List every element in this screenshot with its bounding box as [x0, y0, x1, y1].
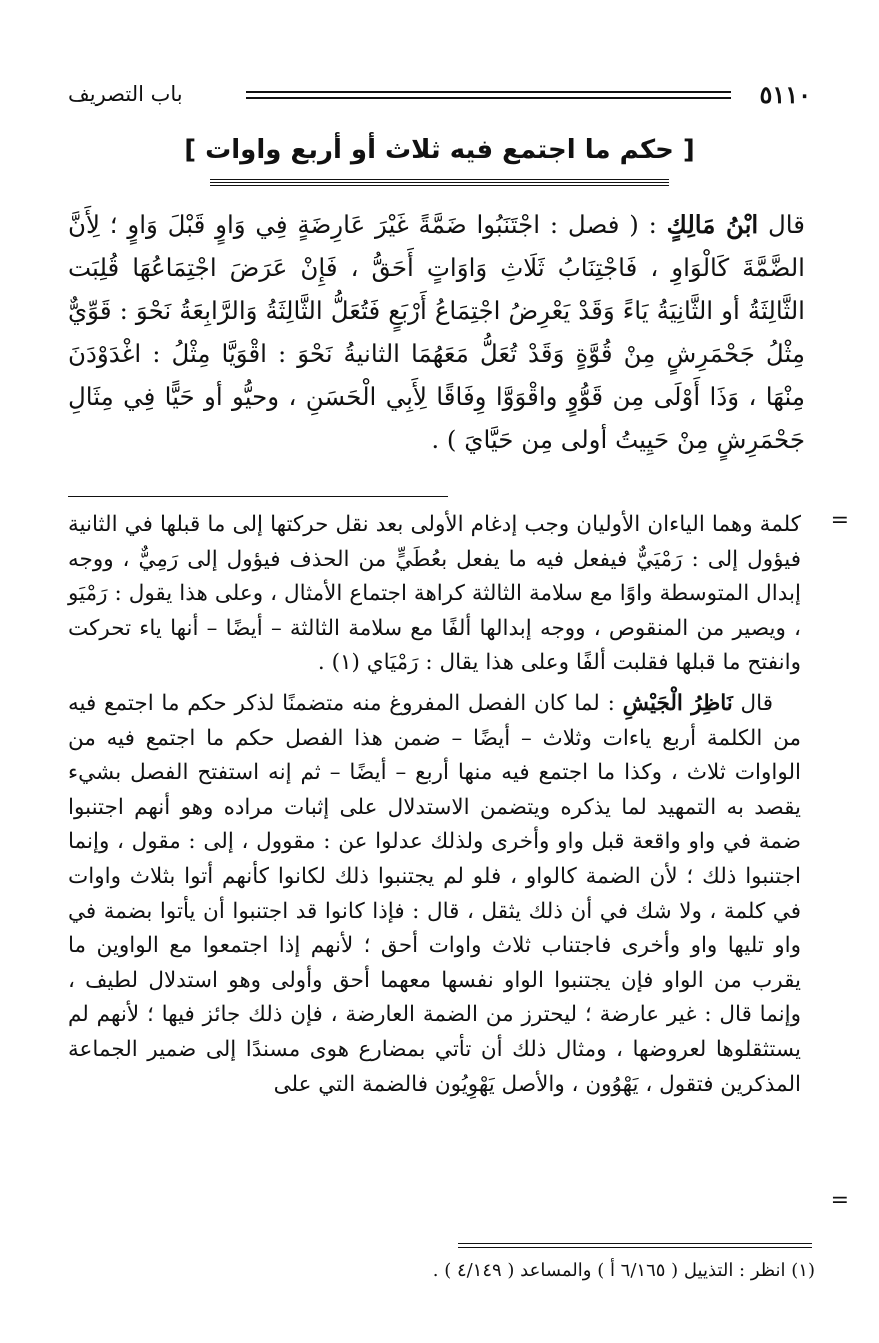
running-header — [68, 80, 811, 110]
speaker-nazir-al-jaysh: نَاظِرُ الْجَيْشِ — [622, 690, 733, 716]
commentary-p2-intro: قال — [732, 690, 773, 716]
continuation-mark-top: = — [830, 508, 849, 533]
footnote: (١) انظر : التذييل ( ٦/١٦٥ أ ) والمساعد ( ٤/١٤٩ ) . — [432, 1260, 815, 1281]
page-number: ٥١١٠ — [759, 80, 811, 109]
commentary-p1-end: . — [317, 650, 325, 676]
text-commentary-separator — [68, 496, 448, 497]
header-double-rule — [246, 91, 731, 99]
running-title: باب التصريف — [68, 82, 183, 106]
main-text-block — [68, 203, 805, 461]
footnote-ref[interactable]: (١) — [331, 650, 360, 676]
continuation-mark-bottom: = — [830, 1188, 849, 1213]
main-intro: قال — [758, 210, 805, 239]
commentary-block — [68, 508, 801, 1102]
footnote-double-rule — [458, 1243, 812, 1251]
commentary-p1-text: كلمة وهما الياءان الأوليان وجب إدغام الأولى بعد نقل حركتها إلى ما قبلها في الثانية فيؤول إلى : رَمْيَيٌّ فيفعل فيه ما يفعل بعُطَيٍّ من الحذف فيؤول إلى رَمِيٌّ ، ووجه إبدال المتوسطة واوًا مع سلامة الثالثة كراهة اجتماع الأمثال ، وعلى هذا يقول : رَمْيَو ، ويصير من المنقوص ، ووجه إبدالها ألفًا مع سلامة الثالثة – أيضًا – أنها ياء تحركت وانفتح ما قبلها فقلبت ألفًا وعلى هذا يقال : رَمْيَاي — [68, 512, 801, 676]
section-title: [ حكم ما اجتمع فيه ثلاث أو أربع واوات ] — [184, 135, 695, 165]
main-body: : ( فصل : اجْتَنَبُوا ضَمَّةً غَيْرَ عَارِضَةٍ فِي وَاوٍ قَبْلَ وَاوٍ ؛ لِأَنَّ الضَّمَّةَ كَالْوَاوِ ، فَاجْتِنَابُ ثَلَاثِ وَاوَاتٍ أَحَقُّ ، فَإِنْ عَرَضَ اجْتِمَاعُهَا قُلِبَت الثَّالِثَةُ أو الثَّانِيَةُ يَاءً وَقَدْ يَعْرِضُ اجْتِمَاعُ أَرْبَعٍ فَتُعَلُّ الثَّالِثَةُ وَالرَّابِعَةُ نَحْوَ : قَوِّيٌّ مِثْلُ جَحْمَرِشٍ مِنْ قُوَّةٍ وَقَدْ تُعَلُّ مَعَهُمَا الثانيةُ نَحْوَ : اقْوَيَّا مِثْلُ : اغْدَوْدَنَ مِنْهَا ، وَذَا أَوْلَى مِن قَوُّوٍ واقْوَوَّا وِفَاقًا لِأَبِي الْحَسَنِ ، وحيُّو أو حَيًّا فِي مِثَالِ جَحْمَرِشٍ مِنْ حَيِيتُ أولى مِن حَيَّايَ ) . — [68, 210, 805, 454]
title-triple-rule — [210, 179, 669, 188]
speaker-ibn-malik: ابْنُ مَالِكٍ — [666, 210, 759, 239]
commentary-paragraph-1 — [68, 508, 801, 681]
commentary-p2-text: : لما كان الفصل المفروغ منه متضمنًا لذكر حكم ما اجتمع فيه من الكلمة أربع ياءات وثلاث – أيضًا – ضمن هذا الفصل حكم ما اجتمع فيه من الواوات ثلاث ، وكذا ما اجتمع فيه منها أربع – أيضًا – ثم إنه استفتح الفصل بشيء يقصد به التمهيد لما يذكره ويتضمن الاستدلال على إثبات مراده وهو أنهم اجتنبوا ضمة في واو واقعة قبل واو وأخرى ولذلك عدلوا عن : مقوول ، إلى : مقول ، وإنما اجتنبوا ذلك ؛ لأن الضمة كالواو ، فلو لم يجتنبوا ذلك لكانوا كأنهم أتوا بثلاث واوات في كلمة ، ولا شك في أن ذلك يثقل ، قال : فإذا كانوا قد اجتنبوا أن يأتوا بضمة في واو تليها واو وأخرى فاجتناب ثلاث واوات أحق ؛ لأنهم إذا اجتمعوا مع الواوين ما يقرب من الواو فإن يجتنبوا الواو نفسها معهما أحق وأولى وهو استدلال لطيف ، وإنما قال : غير عارضة ؛ ليحترز من الضمة العارضة ، فإن ذلك جائز فيها ؛ لأنهم لم يستثقلوها لعروضها ، ومثال ذلك أن تأتي بمضارع هوى مسندًا إلى ضمير الجماعة المذكرين فتقول ، يَهْوُون ، والأصل يَهْوِيُون فالضمة التي على — [68, 690, 801, 1097]
commentary-paragraph-2 — [68, 687, 801, 1102]
